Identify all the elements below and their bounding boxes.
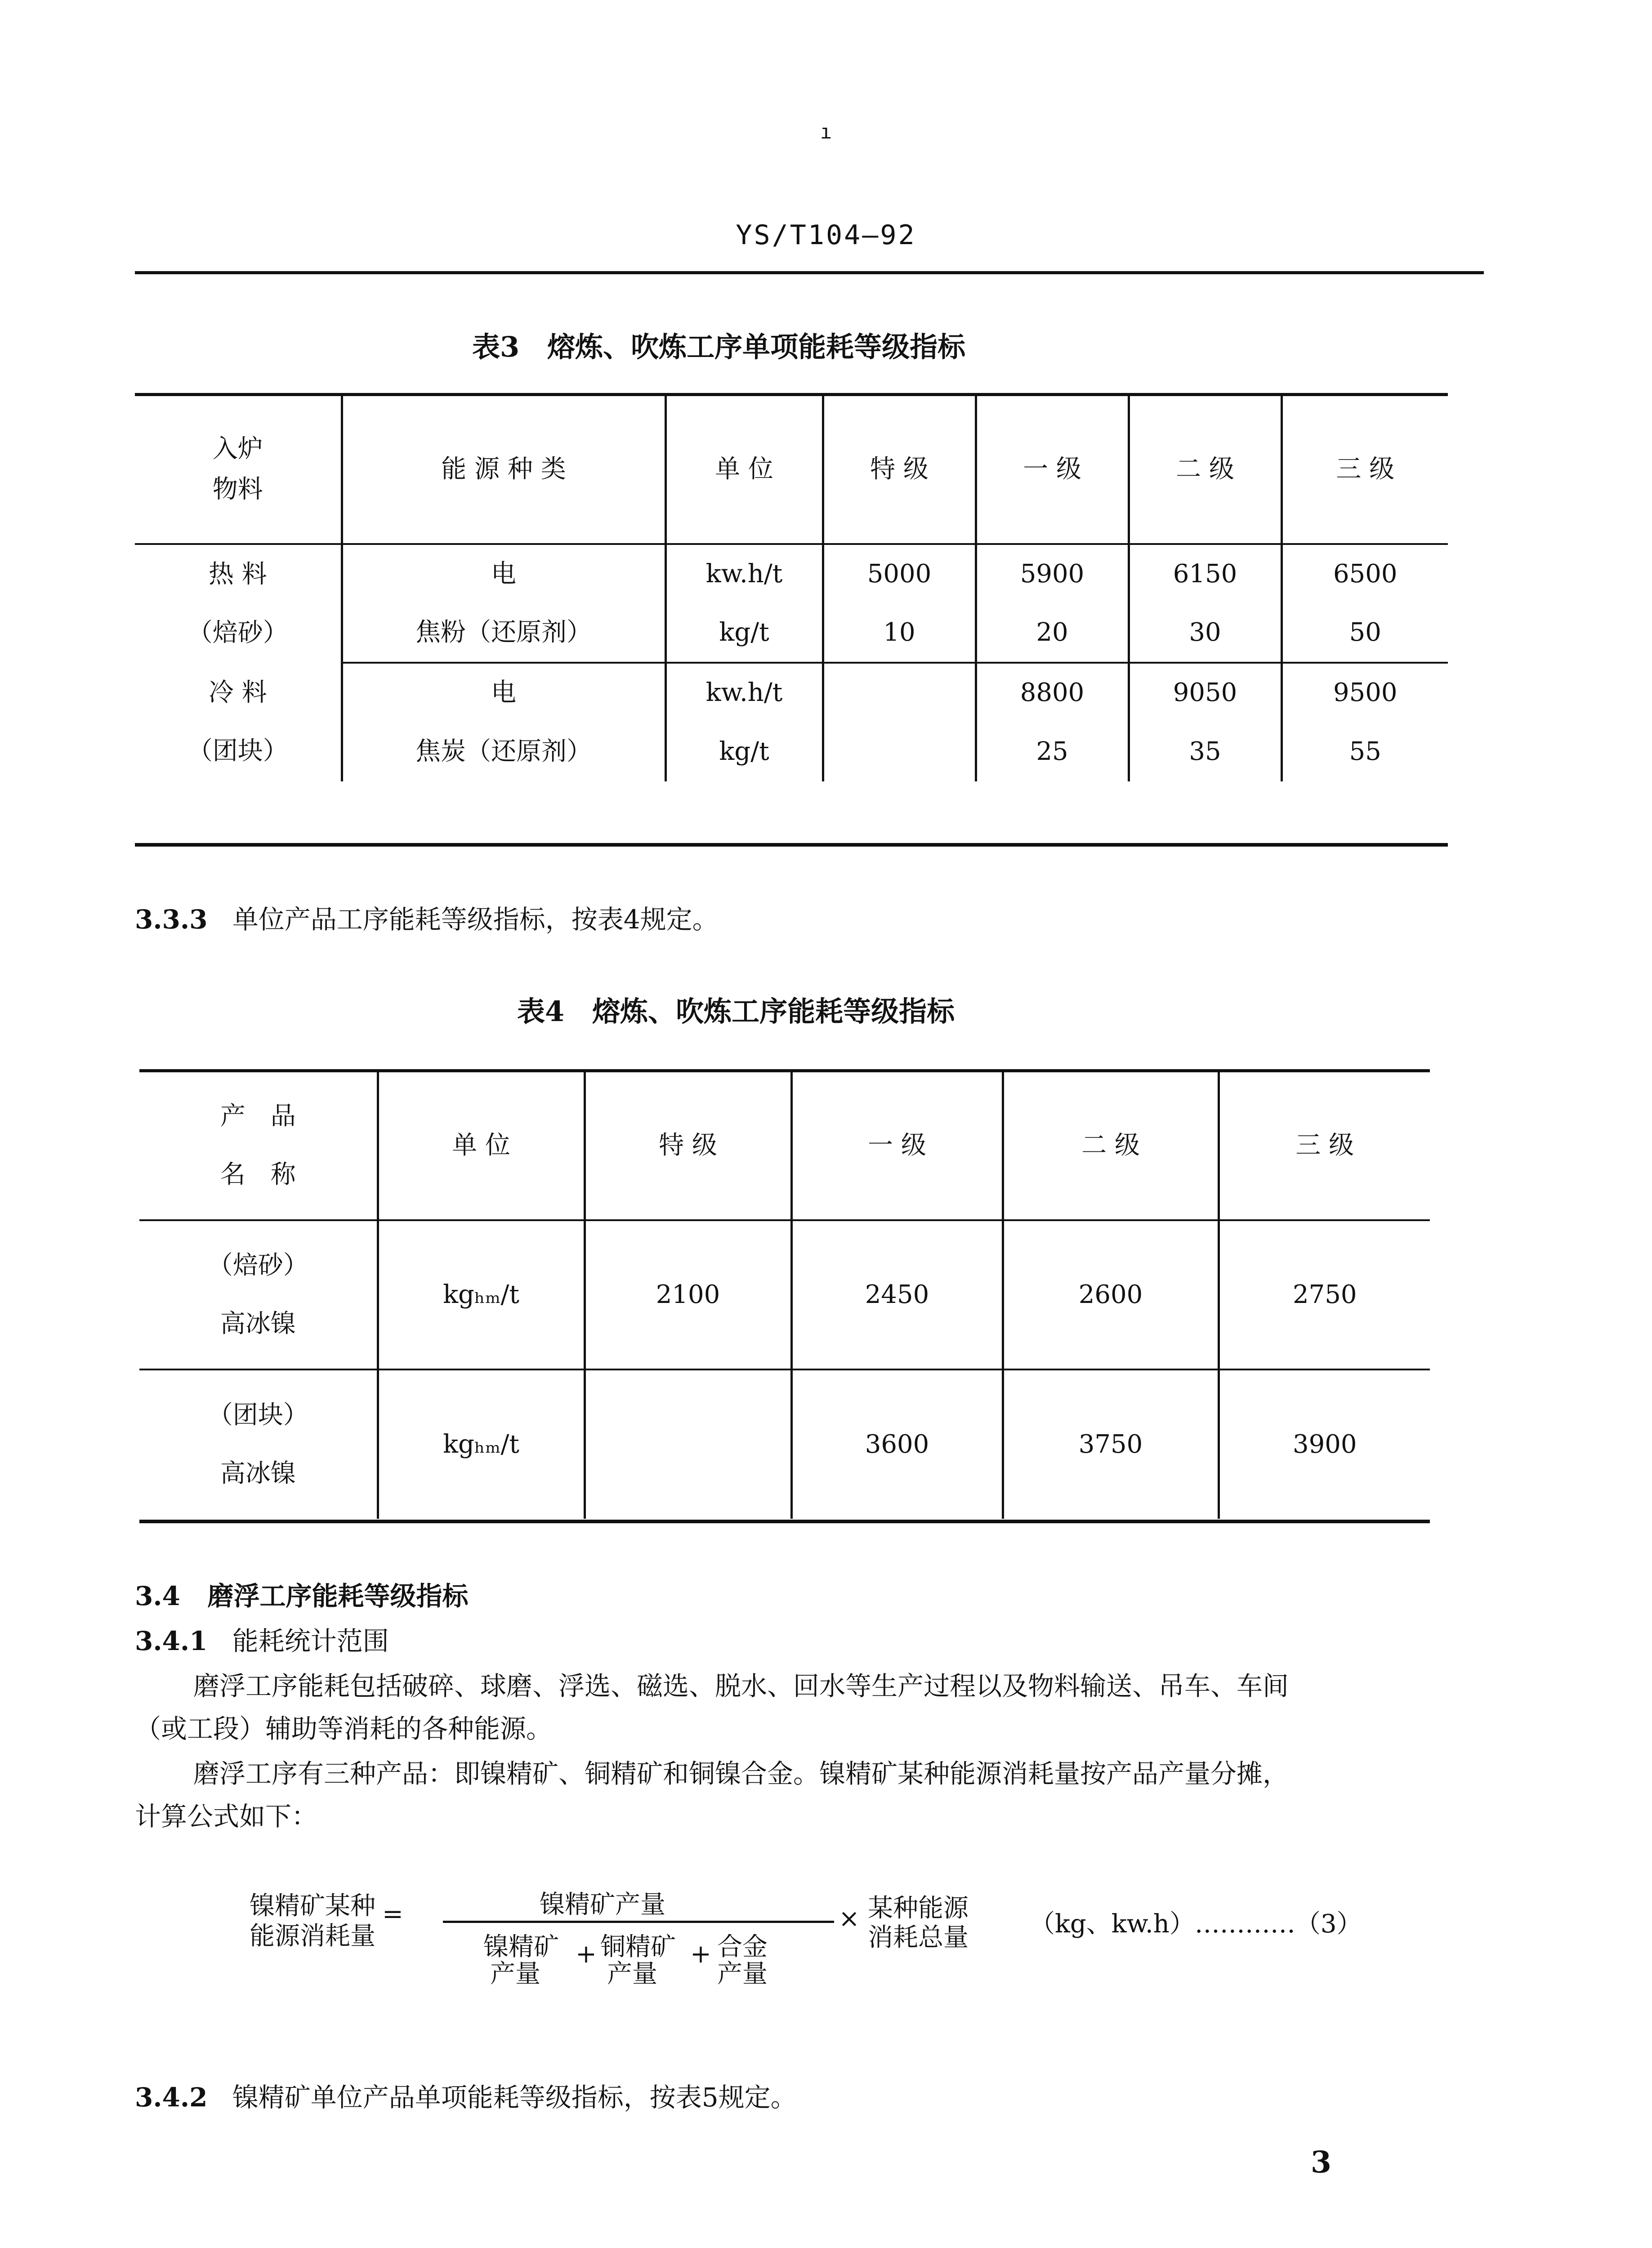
t3-cell	[823, 663, 976, 722]
t3-cell: 电	[342, 663, 665, 722]
table4-bottom-rule	[139, 1520, 1430, 1523]
t4-cell: 2100	[585, 1220, 791, 1369]
para1-line1: 磨浮工序能耗包括破碎、球磨、浮选、磁选、脱水、回水等生产过程以及物料输送、吊车、车间	[193, 1671, 1289, 1701]
clause-333	[135, 899, 719, 940]
t4-cell: 2750	[1219, 1220, 1430, 1369]
t4-name-roasted: （焙砂） 高冰镍	[139, 1220, 378, 1369]
top-mark: ı	[820, 120, 832, 143]
section-34-title: 磨浮工序能耗等级指标	[207, 1581, 469, 1611]
para1-line2: （或工段）辅助等消耗的各种能源。	[135, 1713, 553, 1744]
para2-line2: 计算公式如下：	[135, 1801, 318, 1832]
t3-header-grade2: 二 级	[1129, 396, 1281, 544]
formula-lhs-1: 镍精矿某种	[250, 1891, 375, 1921]
formula-d2-bot: 产量	[607, 1959, 657, 1989]
table3-bottom-rule	[135, 843, 1448, 847]
t4-cell: 3750	[1003, 1369, 1219, 1519]
table4	[139, 1072, 1430, 1519]
t3-cell: 焦粉（还原剂）	[342, 603, 665, 663]
clause-333-num: 3.3.3	[135, 904, 208, 935]
table4-caption: 表4 熔炼、吹炼工序能耗等级指标	[517, 995, 955, 1028]
formula-plus-1: +	[576, 1940, 597, 1969]
t3-material-hot: 热 料 （焙砂）	[187, 560, 288, 647]
t3-cell: 25	[976, 722, 1129, 781]
formula-fraction-bar	[443, 1921, 834, 1923]
t4-cell: kgₕₘ/t	[378, 1220, 585, 1369]
formula-rhs-2: 消耗总量	[868, 1923, 969, 1952]
t3-cell: 9050	[1129, 663, 1281, 722]
clause-342-text: 镍精矿单位产品单项能耗等级指标，按表5规定。	[232, 2082, 797, 2113]
formula-times: ×	[839, 1904, 860, 1933]
t4-header-name: 产 品 名 称	[139, 1072, 378, 1220]
t3-cell: 焦炭（还原剂）	[342, 722, 665, 781]
t3-cell: 9500	[1281, 663, 1448, 722]
t4-cell: kgₕₘ/t	[378, 1369, 585, 1519]
t3-cell: 5900	[976, 544, 1129, 603]
t3-cell: 8800	[976, 663, 1129, 722]
clause-341	[135, 1621, 389, 1661]
formula-plus-2: +	[690, 1940, 711, 1969]
formula-d2-top: 铜精矿	[600, 1932, 676, 1962]
formula-d3-top: 合金	[717, 1932, 768, 1962]
formula-numerator: 镍精矿产量	[540, 1890, 665, 1919]
t4-cell: 3600	[791, 1369, 1003, 1519]
t3-header-grade1: 一 级	[976, 396, 1129, 544]
t4-header-grade3: 三 级	[1219, 1072, 1430, 1220]
t3-cell: 5000	[823, 544, 976, 603]
clause-341-title: 能耗统计范围	[232, 1626, 389, 1656]
para2-line1: 磨浮工序有三种产品：即镍精矿、铜精矿和铜镍合金。镍精矿某种能源消耗量按产品产量分摊，	[193, 1758, 1289, 1789]
t3-cell: 35	[1129, 722, 1281, 781]
t4-cell: 3900	[1219, 1369, 1430, 1519]
formula-eq: =	[382, 1900, 403, 1929]
clause-341-num: 3.4.1	[135, 1626, 208, 1656]
formula-units: （kg、kw.h）…………（3）	[1030, 1909, 1362, 1939]
t3-cell: 20	[976, 603, 1129, 663]
formula-d1-bot: 产量	[490, 1959, 540, 1989]
t4-cell: 2600	[1003, 1220, 1219, 1369]
t3-cell: kw.h/t	[665, 544, 823, 603]
t3-cell: 55	[1281, 722, 1448, 781]
section-34	[135, 1576, 469, 1616]
t3-header-grade3: 三 级	[1281, 396, 1448, 544]
t3-material-cold: 冷 料 （团块）	[187, 678, 288, 766]
standard-code: YS/T104—92	[736, 219, 916, 251]
formula-d3-bot: 产量	[717, 1959, 768, 1989]
clause-342	[135, 2077, 797, 2118]
t4-cell	[585, 1369, 791, 1519]
t4-name-briquette: （团块） 高冰镍	[207, 1401, 308, 1488]
section-34-num: 3.4	[135, 1581, 180, 1611]
t3-header-unit: 单 位	[665, 396, 823, 544]
t3-cell: kg/t	[665, 603, 823, 663]
t3-cell: kg/t	[665, 722, 823, 781]
t3-header-material: 入炉 物料	[135, 396, 342, 544]
t3-header-special: 特 级	[823, 396, 976, 544]
t4-cell: 2450	[791, 1220, 1003, 1369]
t3-cell: 6150	[1129, 544, 1281, 603]
table3	[135, 396, 1448, 781]
t4-header-special: 特 级	[585, 1072, 791, 1220]
clause-333-text: 单位产品工序能耗等级指标，按表4规定。	[232, 904, 719, 935]
t3-header-energy: 能 源 种 类	[342, 396, 665, 544]
table3-caption: 表3 熔炼、吹炼工序单项能耗等级指标	[472, 330, 966, 363]
t3-cell: kw.h/t	[665, 663, 823, 722]
t3-cell: 50	[1281, 603, 1448, 663]
header-rule	[135, 271, 1484, 274]
t3-cell: 10	[823, 603, 976, 663]
clause-342-num: 3.4.2	[135, 2082, 208, 2113]
page-number: 3	[1311, 2145, 1331, 2180]
t3-cell: 6500	[1281, 544, 1448, 603]
t3-cell	[823, 722, 976, 781]
t4-header-unit: 单 位	[378, 1072, 585, 1220]
t3-cell: 30	[1129, 603, 1281, 663]
formula-rhs-1: 某种能源	[868, 1894, 969, 1923]
t3-cell: 电	[342, 544, 665, 603]
formula-d1-top: 镍精矿	[483, 1932, 559, 1962]
formula-lhs-2: 能源消耗量	[250, 1922, 375, 1951]
t4-header-grade2: 二 级	[1003, 1072, 1219, 1220]
t4-header-grade1: 一 级	[791, 1072, 1003, 1220]
